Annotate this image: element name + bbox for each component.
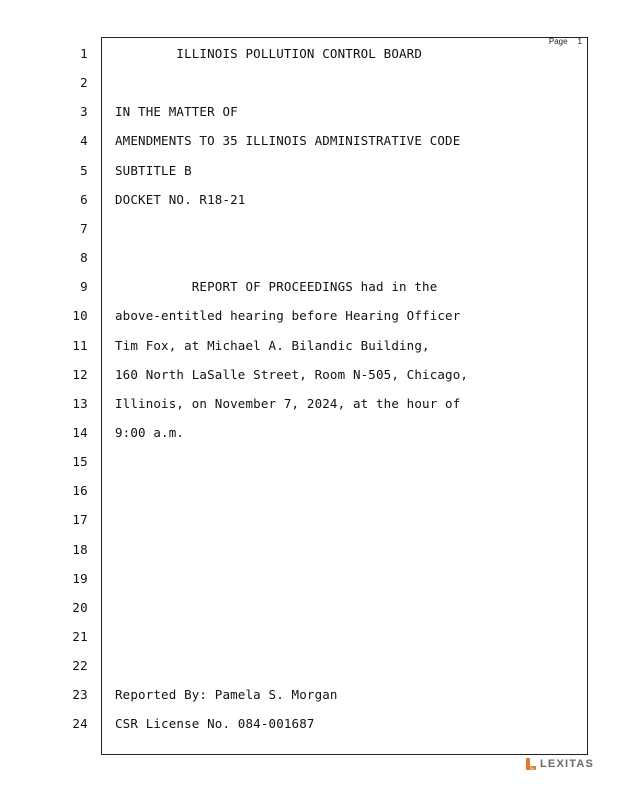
transcript-line — [0, 219, 618, 239]
line-number: 9 — [80, 279, 88, 295]
line-text: 9:00 a.m. — [115, 424, 185, 440]
line-number: 7 — [80, 220, 88, 236]
transcript-line — [0, 190, 618, 210]
line-number: 14 — [72, 424, 88, 440]
page-number: 1 — [577, 37, 582, 46]
transcript-line — [0, 423, 618, 443]
transcript-line — [0, 306, 618, 326]
transcript-line — [0, 452, 618, 472]
transcript-line — [0, 248, 618, 268]
line-number: 2 — [80, 75, 88, 91]
transcript-line — [0, 277, 618, 297]
transcript-line — [0, 685, 618, 705]
line-text: IN THE MATTER OF — [115, 104, 238, 120]
line-number: 21 — [72, 629, 88, 644]
line-text: above-entitled hearing before Hearing Officer — [115, 308, 461, 324]
transcript-line — [0, 161, 618, 181]
line-number: 23 — [72, 687, 88, 703]
line-number: 11 — [72, 337, 88, 353]
line-text: Tim Fox, at Michael A. Bilandic Building, — [115, 337, 430, 353]
line-number: 20 — [72, 599, 88, 615]
line-number: 18 — [72, 541, 88, 557]
line-number: 1 — [80, 46, 88, 61]
transcript-line — [0, 510, 618, 530]
line-number: 17 — [72, 512, 88, 528]
line-text: AMENDMENTS TO 35 ILLINOIS ADMINISTRATIVE CODE — [115, 133, 461, 149]
transcript-line — [0, 714, 618, 734]
transcript-line — [0, 569, 618, 589]
line-number: 8 — [80, 250, 88, 266]
line-text: DOCKET NO. R18-21 — [115, 191, 246, 207]
transcript-line — [0, 540, 618, 560]
line-number: 3 — [80, 104, 88, 120]
lexitas-logo-icon — [524, 757, 538, 771]
line-number: 19 — [72, 570, 88, 586]
transcript-line — [0, 656, 618, 676]
transcript-line — [0, 73, 618, 93]
transcript-line — [0, 336, 618, 356]
line-number: 10 — [72, 308, 88, 324]
transcript-line — [0, 365, 618, 385]
line-text: Reported By: Pamela S. Morgan — [115, 687, 338, 703]
transcript-line — [0, 131, 618, 151]
line-text: CSR License No. 084-001687 — [115, 716, 315, 732]
line-text: ILLINOIS POLLUTION CONTROL BOARD — [115, 46, 423, 61]
line-number: 4 — [80, 133, 88, 149]
page-label: Page — [548, 37, 568, 46]
line-number: 12 — [72, 366, 88, 382]
line-number: 6 — [80, 191, 88, 207]
line-number: 24 — [72, 716, 88, 732]
line-number: 15 — [72, 454, 88, 470]
transcript-line — [0, 627, 618, 647]
transcript-line — [0, 481, 618, 501]
line-text: SUBTITLE B — [115, 162, 192, 178]
line-text: Illinois, on November 7, 2024, at the hour of — [115, 395, 461, 411]
transcript-line — [0, 598, 618, 618]
line-number: 22 — [72, 658, 88, 674]
line-text: REPORT OF PROCEEDINGS had in the — [115, 279, 438, 295]
transcript-line — [0, 394, 618, 414]
transcript-line — [0, 102, 618, 122]
line-number: 5 — [80, 162, 88, 178]
line-text: 160 North LaSalle Street, Room N-505, Chicago, — [115, 366, 469, 382]
lexitas-logo — [524, 757, 594, 771]
line-number: 16 — [72, 483, 88, 499]
transcript-line — [0, 44, 618, 64]
line-number: 13 — [72, 395, 88, 411]
logo-text: LEXITAS — [540, 758, 595, 770]
